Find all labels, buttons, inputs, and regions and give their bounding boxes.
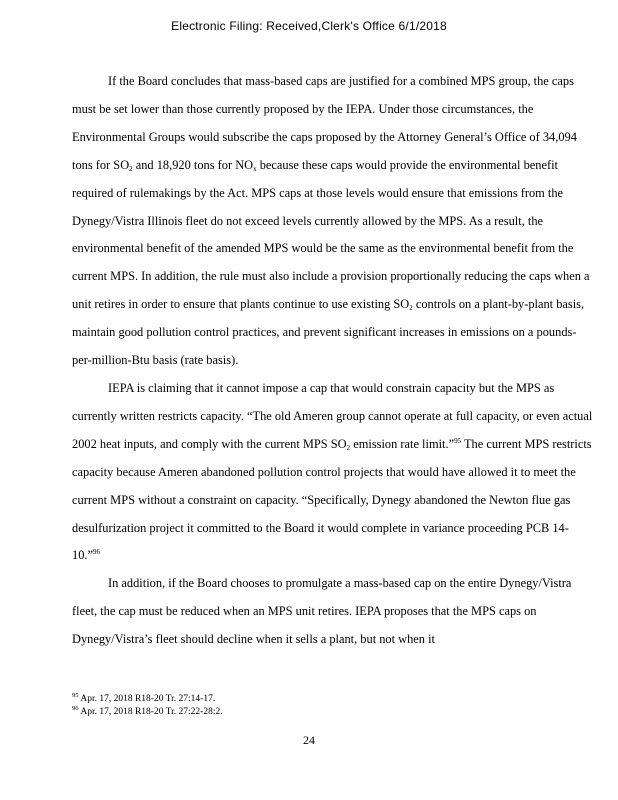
paragraph-capacity-constraint: [72, 375, 596, 570]
footnotes: [72, 693, 596, 719]
footnote-ref-96: 96: [93, 548, 100, 557]
footnote-96: [72, 706, 596, 719]
paragraph-unit-retirement: In addition, if the Board chooses to promulgate a mass-based cap on the entire Dynegy/Vistra fleet, the cap must be reduced when an MPS unit retires. IEPA proposes that the MPS caps on Dynegy/Vistra’s fleet should decline when it sells a plant, but not when it: [72, 576, 572, 647]
paragraph-text: The current MPS restricts capacity because Ameren abandoned pollution control projects that would have allowed it to meet the current MPS without a constraint on capacity. “Specifically, Dynegy abandoned the Newton flue gas desulfurization project it committed to the Board it would complete in variance proceeding PCB 14-10.”: [72, 436, 592, 563]
paragraph-text: controls on a plant-by-plant basis, maintain good pollution control practices, and prevent significant increases in emissions on a pounds-per-million-Btu basis (rate basis).: [72, 297, 585, 368]
paragraph-text: IEPA is claiming that it cannot impose a cap that would constrain capacity but the MPS as currently written restricts capacity. “The old Ameren group cannot operate at full capacity, or even actual 2002 heat inputs, and comply with the current MPS SO: [72, 380, 593, 451]
footnote-number: 96: [72, 705, 79, 712]
footnote-text: Apr. 17, 2018 R18-20 Tr. 27:14-17.: [78, 694, 216, 704]
subscript: 2: [346, 443, 351, 452]
footnote-ref-95: 95: [454, 436, 462, 445]
subscript: x: [253, 164, 257, 173]
footnote-text: Apr. 17, 2018 R18-20 Tr. 27:22-28:2.: [78, 707, 223, 717]
paragraph-text: because these caps would provide the environmental benefit required of rulemakings by the Act. MPS caps at those levels would ensure that emissions from the Dynegy/Vistra Illinois fleet do not exceed levels currently allowed by the MPS. As a result, the environmental benefit of the amended MPS would be the same as the environmental benefit from the current MPS. In addition, the rule must also include a provision proportionally reducing the caps when a unit retires in order to ensure that plants continue to use existing SO: [72, 157, 590, 312]
paragraph-text: and 18,920 tons for NO: [132, 157, 254, 172]
filing-header: Electronic Filing: Received,Clerk's Office 6/1/2018: [171, 19, 447, 33]
body-text: [72, 68, 596, 654]
footnote-number: 95: [72, 692, 79, 699]
footnote-95: [72, 693, 596, 706]
paragraph-text: emission rate limit.”: [350, 436, 455, 451]
subscript: 2: [129, 164, 133, 173]
page-number: 24: [303, 733, 315, 747]
subscript: 2: [409, 304, 413, 313]
paragraph-text: If the Board concludes that mass-based caps are justified for a combined MPS group, the caps must be set lower than those currently proposed by the IEPA. Under those circumstances, the Environmental Groups would subscribe the caps proposed by the Attorney General’s Office of 34,094 tons for SO: [72, 74, 577, 172]
paragraph-mass-based-caps: [72, 68, 596, 375]
